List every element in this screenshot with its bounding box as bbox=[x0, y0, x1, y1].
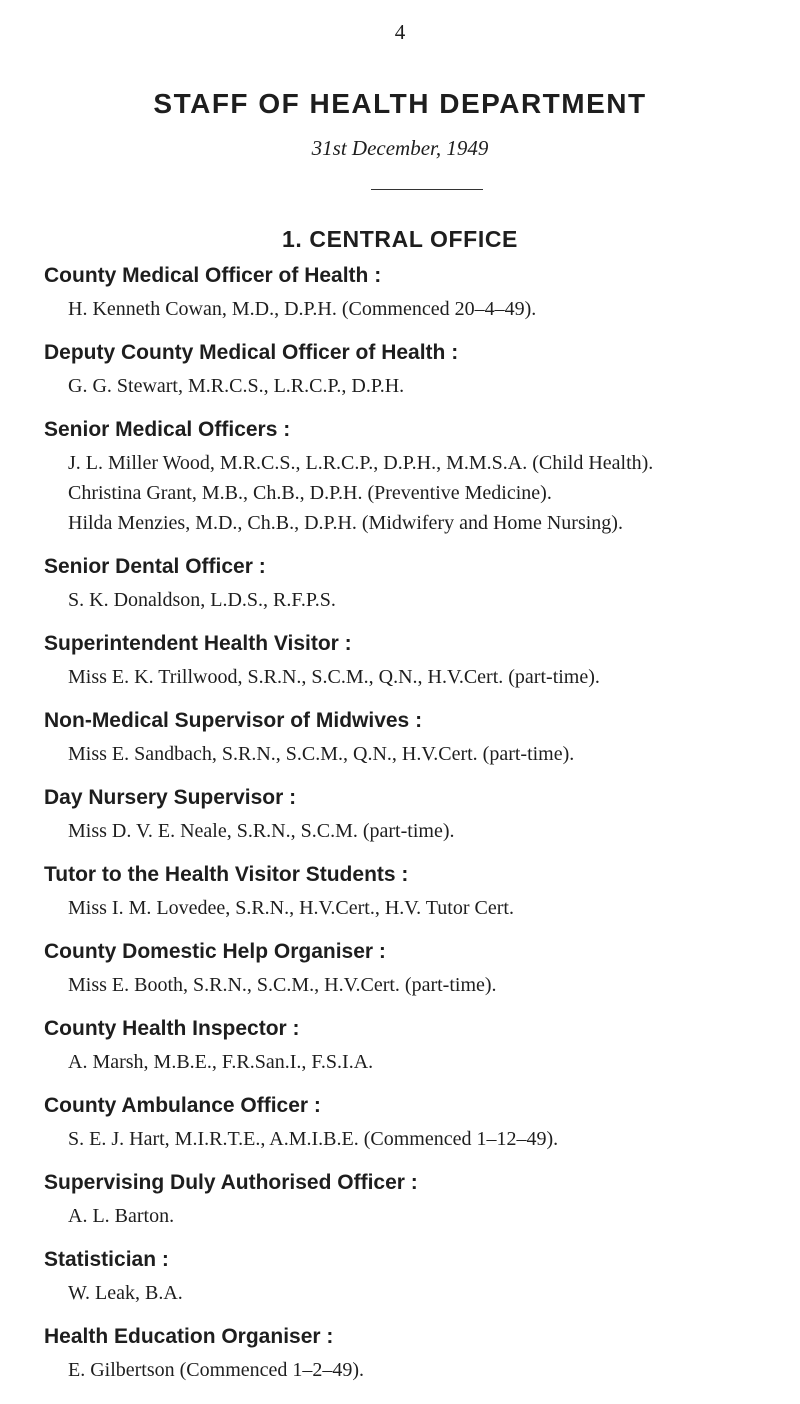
page-number: 4 bbox=[394, 20, 406, 44]
position-heading: Non-Medical Supervisor of Midwives : bbox=[44, 709, 423, 732]
position-heading: Deputy County Medical Officer of Health : bbox=[44, 341, 459, 364]
staff-entry bbox=[44, 783, 794, 846]
position-heading: Statistician : bbox=[44, 1248, 169, 1271]
staff-line: S. K. Donaldson, L.D.S., R.F.P.S. bbox=[68, 589, 336, 611]
staff-line: Christina Grant, M.B., Ch.B., D.P.H. (Preventive Medicine). bbox=[68, 482, 552, 504]
position-heading: Senior Medical Officers : bbox=[44, 418, 291, 441]
staff-entry bbox=[44, 415, 794, 538]
staff-entry bbox=[44, 1245, 794, 1308]
staff-entry bbox=[44, 1168, 794, 1231]
position-heading: Senior Dental Officer : bbox=[44, 555, 266, 578]
divider bbox=[371, 189, 483, 190]
staff-line: J. L. Miller Wood, M.R.C.S., L.R.C.P., D.P.H., M.M.S.A. (Child Health). bbox=[68, 452, 654, 474]
staff-line: S. E. J. Hart, M.I.R.T.E., A.M.I.B.E. (Commenced 1–12–49). bbox=[68, 1128, 559, 1150]
staff-line: A. Marsh, M.B.E., F.R.San.I., F.S.I.A. bbox=[68, 1051, 374, 1073]
staff-line: Hilda Menzies, M.D., Ch.B., D.P.H. (Midwifery and Home Nursing). bbox=[68, 512, 623, 534]
staff-list bbox=[44, 261, 794, 1399]
staff-entry bbox=[44, 338, 794, 401]
staff-line: E. Gilbertson (Commenced 1–2–49). bbox=[68, 1359, 365, 1381]
position-heading: County Domestic Help Organiser : bbox=[44, 940, 386, 963]
staff-line: Miss D. V. E. Neale, S.R.N., S.C.M. (part-time). bbox=[68, 820, 455, 842]
staff-entry bbox=[44, 1091, 794, 1154]
staff-line: H. Kenneth Cowan, M.D., D.P.H. (Commenced 20–4–49). bbox=[68, 298, 537, 320]
position-heading: Health Education Organiser : bbox=[44, 1325, 334, 1348]
staff-entry bbox=[44, 860, 794, 923]
position-heading: Tutor to the Health Visitor Students : bbox=[44, 863, 409, 886]
position-heading: County Health Inspector : bbox=[44, 1017, 300, 1040]
staff-entry bbox=[44, 706, 794, 769]
staff-line: Miss E. Sandbach, S.R.N., S.C.M., Q.N., H.V.Cert. (part-time). bbox=[68, 743, 575, 765]
document-date: 31st December, 1949 bbox=[311, 136, 489, 160]
staff-entry bbox=[44, 552, 794, 615]
staff-line: Miss E. Booth, S.R.N., S.C.M., H.V.Cert. (part-time). bbox=[68, 974, 497, 996]
section-title: 1. CENTRAL OFFICE bbox=[282, 226, 518, 252]
staff-line: G. G. Stewart, M.R.C.S., L.R.C.P., D.P.H. bbox=[68, 375, 405, 397]
position-heading: Day Nursery Supervisor : bbox=[44, 786, 297, 809]
staff-entry bbox=[44, 937, 794, 1000]
staff-entry bbox=[44, 629, 794, 692]
staff-line: Miss E. K. Trillwood, S.R.N., S.C.M., Q.N., H.V.Cert. (part-time). bbox=[68, 666, 600, 688]
page-title: STAFF OF HEALTH DEPARTMENT bbox=[153, 88, 647, 119]
staff-entry bbox=[44, 261, 794, 324]
staff-line: Miss I. M. Lovedee, S.R.N., H.V.Cert., H.V. Tutor Cert. bbox=[68, 897, 514, 919]
position-heading: Supervising Duly Authorised Officer : bbox=[44, 1171, 418, 1194]
staff-line: A. L. Barton. bbox=[68, 1205, 175, 1227]
staff-entry bbox=[44, 1322, 794, 1385]
position-heading: County Medical Officer of Health : bbox=[44, 264, 382, 287]
position-heading: County Ambulance Officer : bbox=[44, 1094, 321, 1117]
position-heading: Superintendent Health Visitor : bbox=[44, 632, 352, 655]
staff-entry bbox=[44, 1014, 794, 1077]
staff-line: W. Leak, B.A. bbox=[68, 1282, 183, 1304]
